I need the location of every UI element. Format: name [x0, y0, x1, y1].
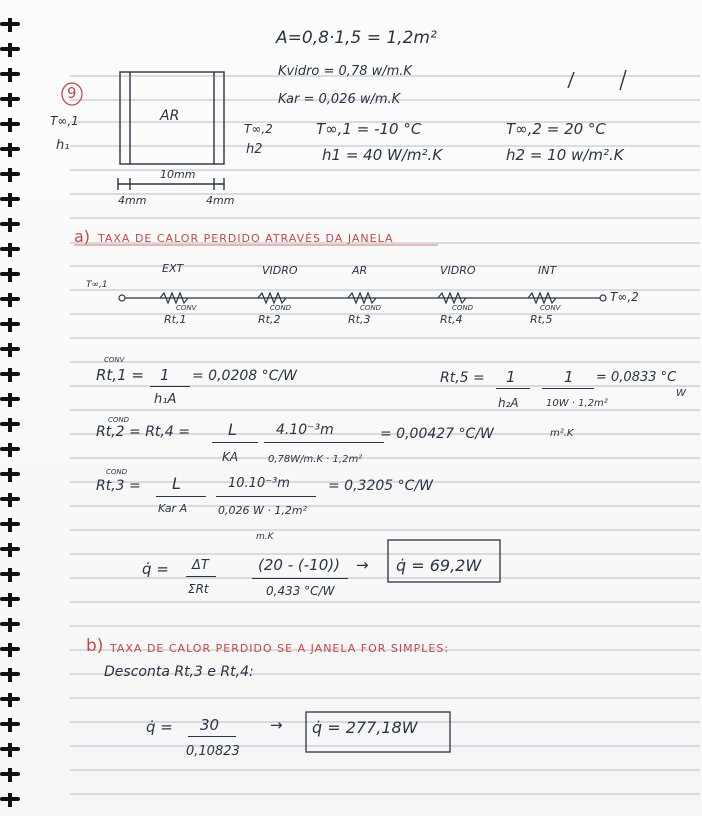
eq-r3-den2b: m.K	[256, 532, 274, 542]
eq-r1-sup: CONV	[104, 356, 125, 364]
r2-sub: COND	[270, 304, 292, 312]
eq-r2-sup: COND	[108, 416, 130, 424]
k-vidro-value: Kvidro = 0,78 w/m.K	[278, 64, 412, 79]
r5-name: Rt,5	[530, 313, 553, 326]
circuit-label-int: INT	[538, 264, 557, 277]
eq-q-result: q̇ = 69,2W	[396, 556, 482, 575]
eq-b-fraction-bar	[188, 736, 236, 737]
eq-r1-result: = 0,0208 °C/W	[192, 368, 297, 384]
r4-name: Rt,4	[440, 313, 463, 326]
eq-r5-num2: 1	[564, 368, 574, 386]
eq-q-den2: 0,433 °C/W	[266, 584, 335, 598]
r5-sub: CONV	[540, 304, 561, 312]
dim-gap: 10mm	[160, 168, 196, 181]
h1-value: h1 = 40 W/m².K	[322, 146, 443, 164]
eq-b-result: q̇ = 277,18W	[312, 718, 418, 737]
eq-r1-lhs: Rt,1 =	[96, 366, 144, 384]
h1-label: h₁	[56, 138, 70, 153]
part-a-letter: a)	[74, 227, 91, 246]
circuit-label-vidro-1: VIDRO	[262, 264, 298, 277]
t-inf1-label: T∞,1	[50, 114, 79, 128]
eq-q-fraction-bar-2	[252, 578, 348, 579]
eq-b-arrow: →	[270, 716, 283, 734]
eq-r3-den2: 0,026 W · 1,2m²	[218, 504, 307, 517]
t-inf2-value: T∞,2 = 20 °C	[506, 120, 606, 138]
circuit-label-vidro-2: VIDRO	[440, 264, 476, 277]
h2-label: h2	[246, 142, 263, 157]
eq-b-lhs: q̇ =	[146, 718, 173, 736]
eq-r3-den: Kar A	[158, 502, 188, 515]
eq-r2-den2: 0,78W/m.K · 1,2m²	[268, 454, 363, 465]
t-inf2-label: T∞,2	[244, 122, 273, 136]
eq-r3-fraction-bar	[156, 496, 206, 497]
area-formula: A=0,8·1,5 = 1,2m²	[276, 28, 437, 48]
eq-r1-num: 1	[160, 366, 170, 384]
spiral-binding	[0, 18, 20, 807]
r3-name: Rt,3	[348, 313, 371, 326]
eq-r3-result: = 0,3205 °C/W	[328, 478, 433, 494]
eq-r5-num1: 1	[506, 368, 516, 386]
eq-r3-num: L	[172, 474, 181, 493]
problem-number: 9	[67, 84, 77, 102]
eq-r5-den2: 10W · 1,2m²	[546, 398, 608, 409]
eq-b-den: 0,10823	[186, 744, 240, 759]
eq-r2-num: L	[228, 420, 237, 439]
circuit-label-ext: EXT	[162, 262, 184, 275]
part-b-title: TAXA DE CALOR PERDIDO SE A JANELA FOR SIMPLES:	[110, 642, 450, 655]
r1-sub: CONV	[176, 304, 197, 312]
eq-r5-den2b: m².K	[550, 428, 574, 439]
eq-r3-lhs: Rt,3 =	[96, 478, 141, 494]
eq-r2-num2: 4.10⁻³m	[276, 422, 334, 438]
eq-r1-fraction-bar	[150, 386, 190, 387]
eq-r2-den: KA	[222, 450, 239, 464]
eq-r5-result-den: W	[676, 388, 686, 399]
dim-right: 4mm	[206, 194, 235, 207]
r4-sub: COND	[452, 304, 474, 312]
part-b-letter: b)	[86, 636, 104, 656]
eq-b-num: 30	[200, 716, 220, 734]
eq-r3-sup: COND	[106, 468, 128, 476]
circuit-start: T∞,1	[86, 280, 108, 290]
part-b-note: Desconta Rt,3 e Rt,4:	[104, 664, 254, 680]
ar-label: AR	[160, 108, 180, 124]
eq-r2-fraction-bar-2	[264, 442, 384, 443]
part-a-title: TAXA DE CALOR PERDIDO ATRAVÉS DA JANELA	[98, 232, 394, 245]
eq-r5-fraction-bar-2	[542, 388, 594, 389]
eq-r2-result: = 0,00427 °C/W	[380, 426, 494, 442]
eq-r5-fraction-bar-1	[496, 388, 530, 389]
eq-r3-num2: 10.10⁻³m	[228, 476, 290, 491]
eq-r2-fraction-bar	[212, 442, 258, 443]
eq-r2-lhs: Rt,2 = Rt,4 =	[96, 424, 190, 440]
eq-r3-fraction-bar-2	[216, 496, 316, 497]
r2-name: Rt,2	[258, 313, 281, 326]
dim-left: 4mm	[118, 194, 147, 207]
circuit-end: T∞,2	[610, 290, 639, 304]
h2-value: h2 = 10 w/m².K	[506, 146, 624, 164]
eq-r5-result: = 0,0833 °C	[596, 370, 677, 385]
eq-r5-lhs: Rt,5 =	[440, 370, 485, 386]
eq-q-lhs: q̇ =	[142, 560, 169, 578]
eq-q-arrow: →	[356, 556, 369, 574]
r1-name: Rt,1	[164, 313, 187, 326]
eq-q-num2: (20 - (-10))	[258, 556, 340, 574]
circuit-label-ar: AR	[352, 264, 368, 277]
r3-sub: COND	[360, 304, 382, 312]
k-ar-value: Kar = 0,026 w/m.K	[278, 92, 401, 107]
thermal-circuit	[119, 293, 606, 303]
eq-r5-den1: h₂A	[498, 396, 519, 410]
eq-r1-den: h₁A	[154, 392, 177, 407]
eq-q-fraction-bar	[186, 576, 216, 577]
eq-q-num: ΔT	[192, 558, 209, 573]
t-inf1-value: T∞,1 = -10 °C	[316, 120, 422, 138]
eq-q-den: ΣRt	[188, 582, 209, 596]
